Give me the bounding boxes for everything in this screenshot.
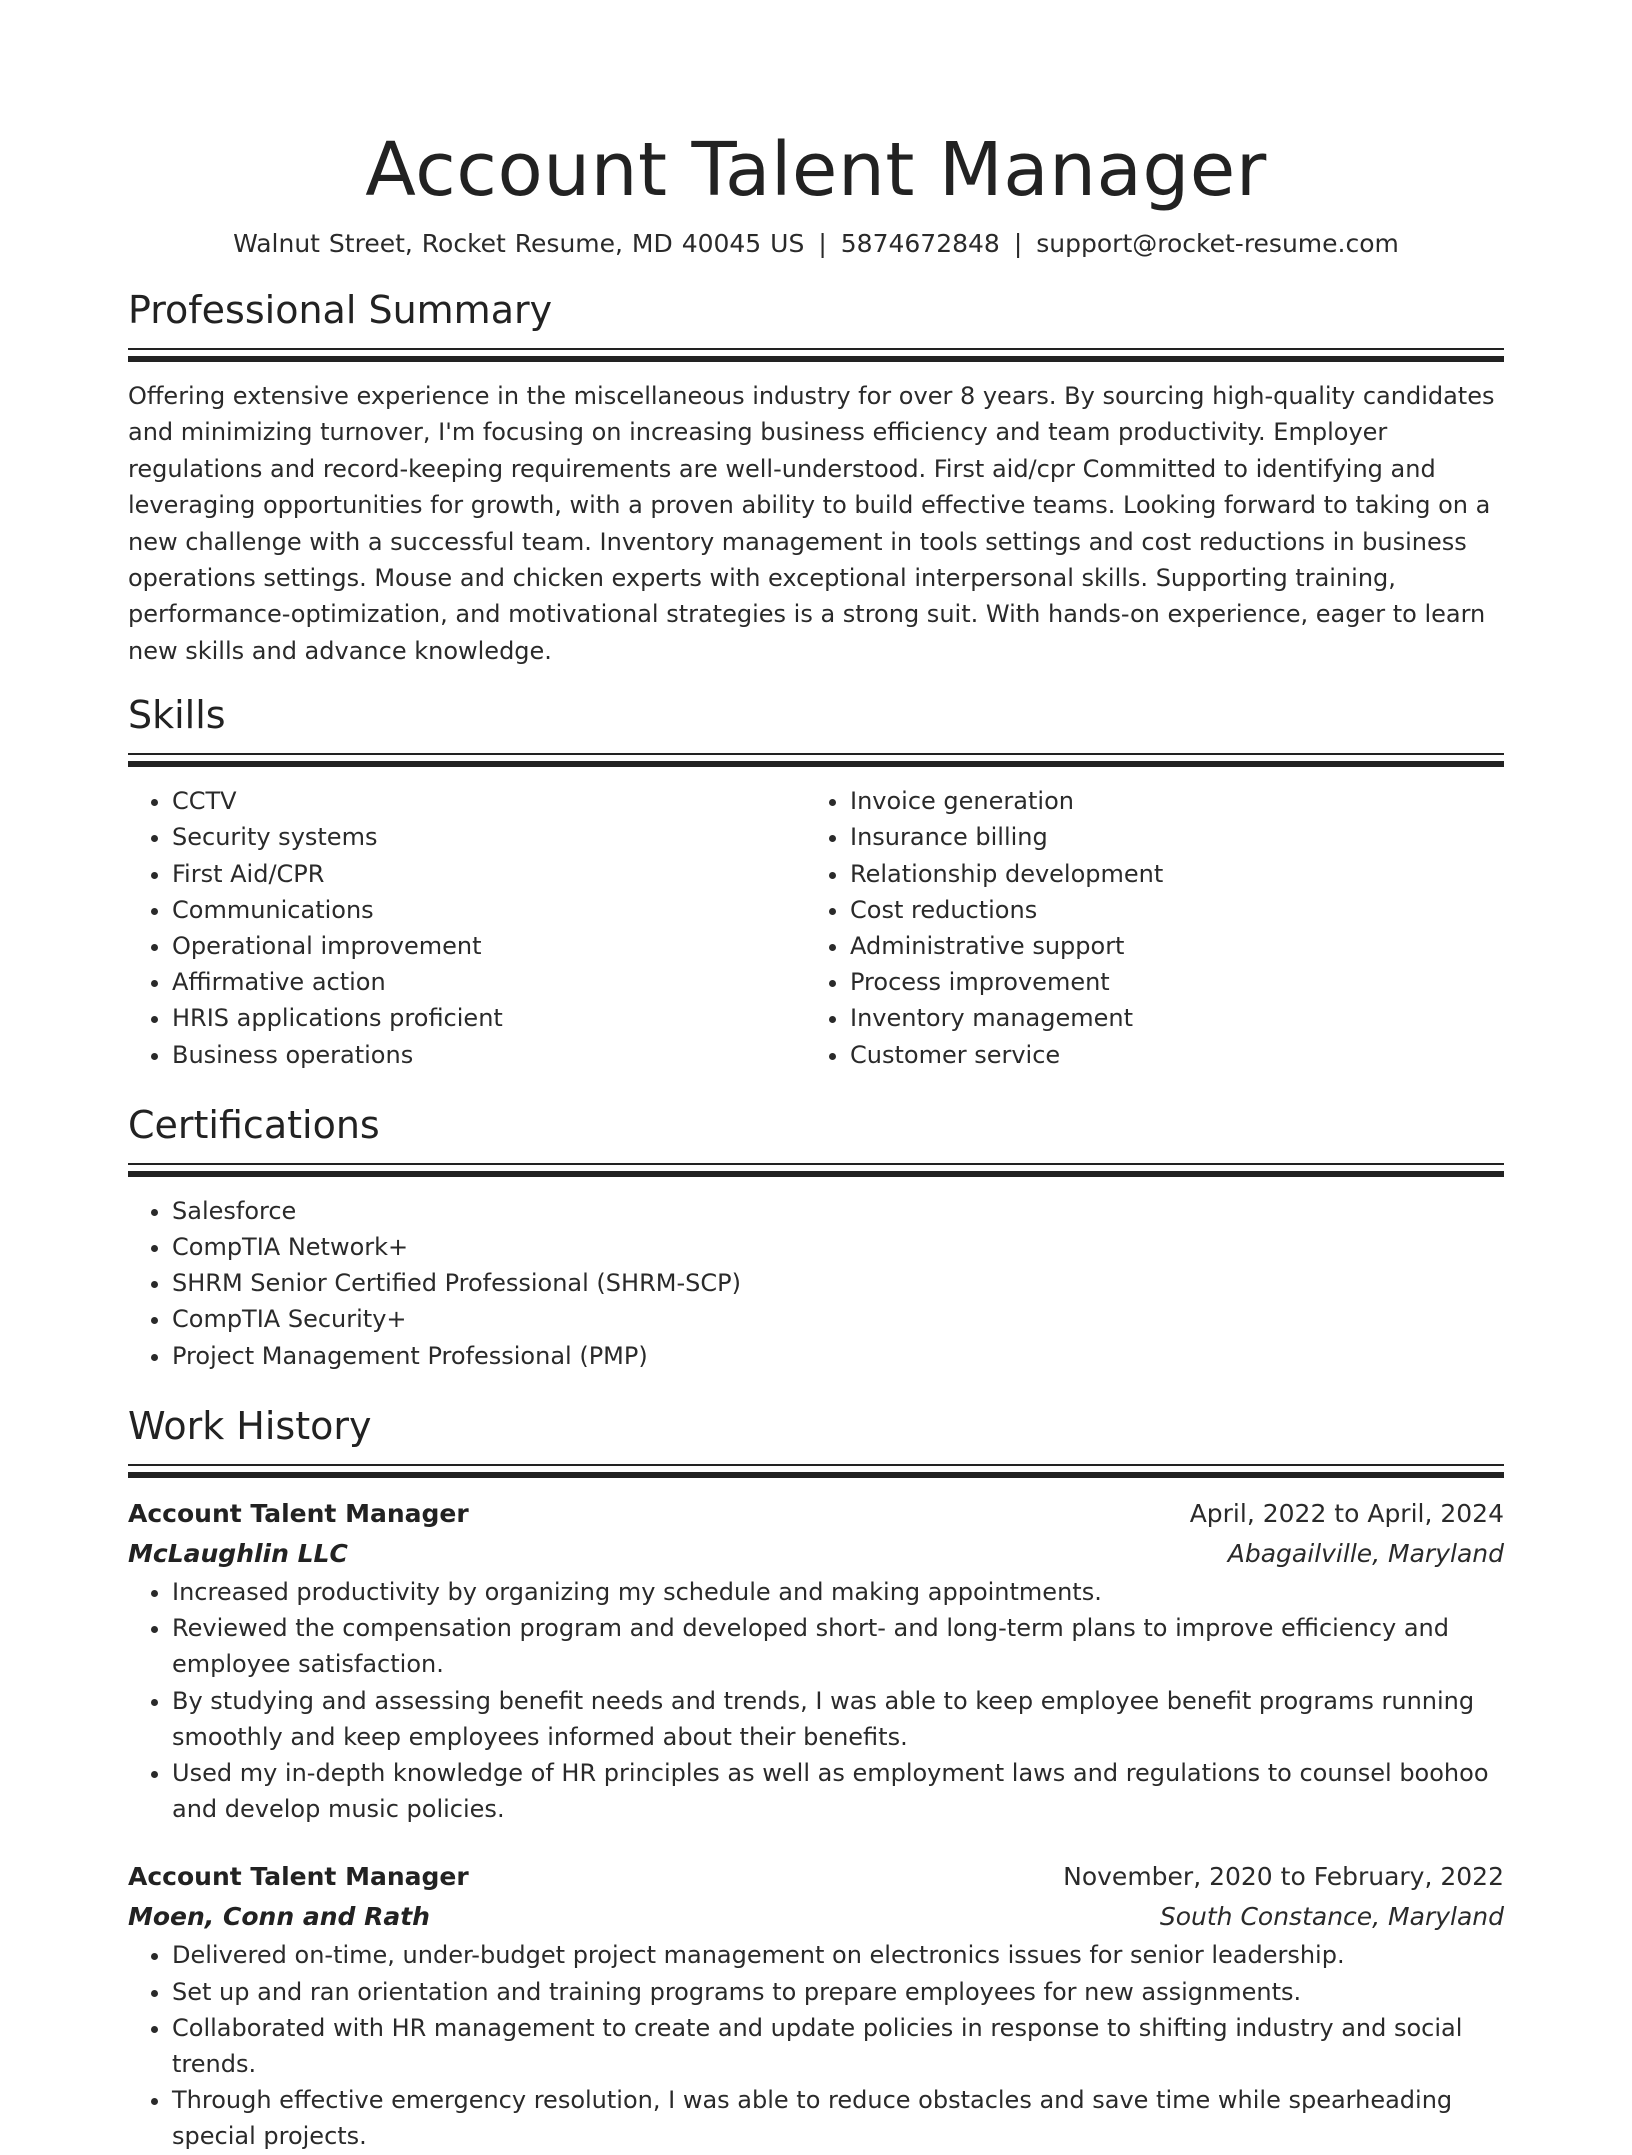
- job-dates: April, 2022 to April, 2024: [1189, 1498, 1504, 1528]
- job-company: Moen, Conn and Rath: [128, 1902, 430, 1932]
- job-bullet: • Used my in-depth knowledge of HR principles as well as employment laws and regulations to counsel boohoo and develop music policies.: [172, 1755, 1504, 1827]
- job-bullet: • Increased productivity by organizing my schedule and making appointments.: [172, 1574, 1504, 1610]
- section-rule-thin: [128, 1464, 1504, 1466]
- skill-item: • Operational improvement: [172, 928, 806, 964]
- skills-column-left: [128, 783, 806, 1073]
- job-company-row: [128, 1534, 1504, 1574]
- job-bullet: • Set up and ran orientation and training programs to prepare employees for new assignments.: [172, 1974, 1504, 2010]
- skill-item: • CCTV: [172, 783, 806, 819]
- section-rule-thick: [128, 356, 1504, 362]
- certifications-section: [128, 1101, 1504, 1374]
- section-rule-thick: [128, 1171, 1504, 1177]
- skill-item: • Affirmative action: [172, 964, 806, 1000]
- contact-email: support@rocket-resume.com: [1036, 229, 1399, 258]
- skill-item: • Customer service: [850, 1037, 1484, 1073]
- section-heading-skills: Skills: [128, 693, 226, 738]
- job-bullet: • Collaborated with HR management to create and update policies in response to shifting industry and social trends.: [172, 2010, 1504, 2082]
- skills-column-right: [806, 783, 1484, 1073]
- job-bullet-list: [128, 1574, 1504, 1827]
- certification-item: • Project Management Professional (PMP): [172, 1338, 1504, 1374]
- job-location: South Constance, Maryland: [1159, 1902, 1504, 1932]
- skill-item: • Invoice generation: [850, 783, 1484, 819]
- section-rule-thin: [128, 348, 1504, 350]
- skill-item: • Security systems: [172, 819, 806, 855]
- contact-address: Walnut Street, Rocket Resume, MD 40045 US: [233, 229, 805, 258]
- resume-title: Account Talent Manager: [365, 127, 1267, 213]
- job-title: Account Talent Manager: [128, 1498, 469, 1528]
- certification-item: • CompTIA Network+: [172, 1229, 1504, 1265]
- skill-item: • Administrative support: [850, 928, 1484, 964]
- certification-item: • SHRM Senior Certified Professional (SHRM-SCP): [172, 1265, 1504, 1301]
- certifications-list: [128, 1193, 1504, 1374]
- skill-item: • Relationship development: [850, 856, 1484, 892]
- section-heading-certifications: Certifications: [128, 1102, 380, 1147]
- certification-item: • Salesforce: [172, 1193, 1504, 1229]
- section-heading-work-history: Work History: [128, 1403, 372, 1448]
- section-rule-thick: [128, 1472, 1504, 1478]
- job-bullet-list: [128, 1937, 1504, 2154]
- job-dates: November, 2020 to February, 2022: [1063, 1862, 1504, 1892]
- certification-item: • CompTIA Security+: [172, 1301, 1504, 1337]
- skill-item: • Business operations: [172, 1037, 806, 1073]
- skill-item: • Cost reductions: [850, 892, 1484, 928]
- job-company-row: [128, 1897, 1504, 1937]
- summary-text: Offering extensive experience in the miscellaneous industry for over 8 years. By sourcing high-quality candidates and minimizing turnover, I'm focusing on increasing business efficiency and team productivity. Employer regulations and record-keeping requirements are well-understood. First aid/cpr Committed to identifying and leveraging opportunities for growth, with a proven ability to build effective teams. Looking forward to taking on a new challenge with a successful team. Inventory management in tools settings and cost reductions in business operations settings. Mouse and chicken experts with exceptional interpersonal skills. Supporting training, performance-optimization, and motivational strategies is a strong suit. With hands-on experience, eager to learn new skills and advance knowledge.: [128, 382, 1495, 665]
- contact-separator: |: [818, 229, 827, 258]
- skills-columns: [128, 783, 1504, 1073]
- section-rule-thick: [128, 761, 1504, 767]
- skill-item: • Insurance billing: [850, 819, 1484, 855]
- skill-item: • HRIS applications proficient: [172, 1000, 806, 1036]
- job-bullet: • Delivered on-time, under-budget project management on electronics issues for senior leadership.: [172, 1937, 1504, 1973]
- job-entry: [128, 1494, 1504, 1827]
- resume-page: [128, 0, 1504, 2155]
- skill-item: • Inventory management: [850, 1000, 1484, 1036]
- job-company: McLaughlin LLC: [128, 1538, 348, 1568]
- section-rule-thin: [128, 1163, 1504, 1165]
- contact-separator: |: [1013, 229, 1023, 258]
- contact-line: [128, 226, 1504, 262]
- job-header-row: [128, 1857, 1504, 1897]
- section-rule-thin: [128, 753, 1504, 755]
- job-header-row: [128, 1494, 1504, 1534]
- job-bullet: • Reviewed the compensation program and developed short- and long-term plans to improve efficiency and employee satisfaction.: [172, 1610, 1504, 1682]
- work-history-section: [128, 1402, 1504, 2155]
- job-title: Account Talent Manager: [128, 1862, 469, 1892]
- skills-list-left: [128, 783, 806, 1073]
- contact-phone: 5874672848: [840, 229, 1000, 258]
- skill-item: • First Aid/CPR: [172, 856, 806, 892]
- skill-item: • Communications: [172, 892, 806, 928]
- job-bullet: • By studying and assessing benefit needs and trends, I was able to keep employee benefit programs running smoothly and keep employees informed about their benefits.: [172, 1683, 1504, 1755]
- section-heading-summary: Professional Summary: [128, 288, 553, 332]
- job-bullet: • Through effective emergency resolution, I was able to reduce obstacles and save time while spearheading special projects.: [172, 2082, 1504, 2154]
- skill-item: • Process improvement: [850, 964, 1484, 1000]
- summary-section: [128, 286, 1504, 669]
- skills-section: [128, 691, 1504, 1073]
- job-entry: [128, 1857, 1504, 2154]
- job-location: Abagailville, Maryland: [1227, 1538, 1504, 1568]
- skills-list-right: [806, 783, 1484, 1073]
